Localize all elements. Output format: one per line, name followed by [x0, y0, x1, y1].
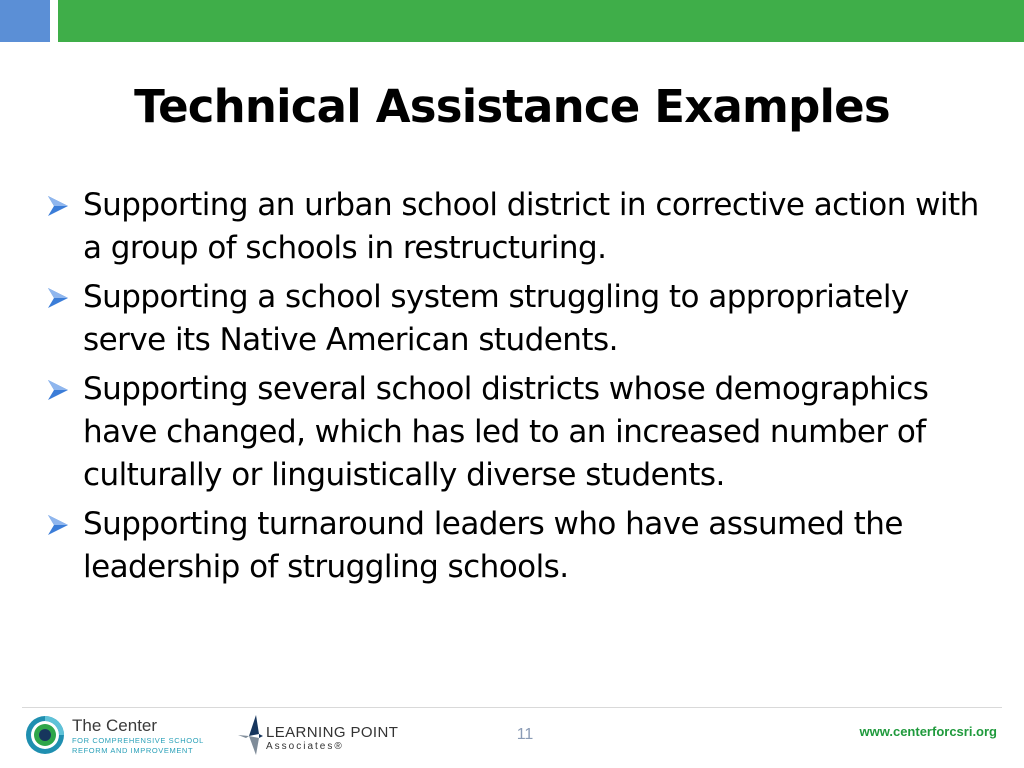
center-logo-ring-icon [24, 714, 66, 756]
learning-point-logo [236, 714, 426, 758]
arrow-bullet-icon [46, 379, 70, 401]
bullet-text: Supporting a school system struggling to appropriately serve its Native American students. [83, 279, 909, 358]
bullet-item [46, 184, 996, 270]
center-logo [24, 714, 224, 760]
center-logo-name: The Center [72, 716, 158, 735]
top-accent-bar-green [58, 0, 1024, 42]
bullet-item [46, 368, 996, 497]
slide-title: Technical Assistance Examples [134, 80, 890, 133]
page-number: 11 [516, 726, 534, 743]
learning-point-sub: Associates® [266, 741, 344, 752]
arrow-bullet-icon [46, 287, 70, 309]
top-accent-bar-blue [0, 0, 50, 42]
footer-divider [22, 707, 1002, 708]
bullet-text: Supporting turnaround leaders who have assumed the leadership of struggling schools. [83, 506, 903, 585]
footer-url-link[interactable]: www.centerforcsri.org [859, 724, 997, 739]
bullet-item [46, 503, 996, 589]
learning-point-name: LEARNING POINT [266, 724, 399, 741]
arrow-bullet-icon [46, 195, 70, 217]
bullet-list [46, 184, 996, 595]
arrow-bullet-icon [46, 514, 70, 536]
center-logo-tagline: FOR COMPREHENSIVE SCHOOL REFORM AND IMPROVEMENT [72, 736, 204, 755]
bullet-text: Supporting an urban school district in corrective action with a group of schools in restructuring. [83, 187, 979, 266]
learning-point-star-icon [236, 714, 264, 756]
bullet-item [46, 276, 996, 362]
bullet-text: Supporting several school districts whose demographics have changed, which has led to an increased number of culturally or linguistically diverse students. [83, 371, 929, 493]
